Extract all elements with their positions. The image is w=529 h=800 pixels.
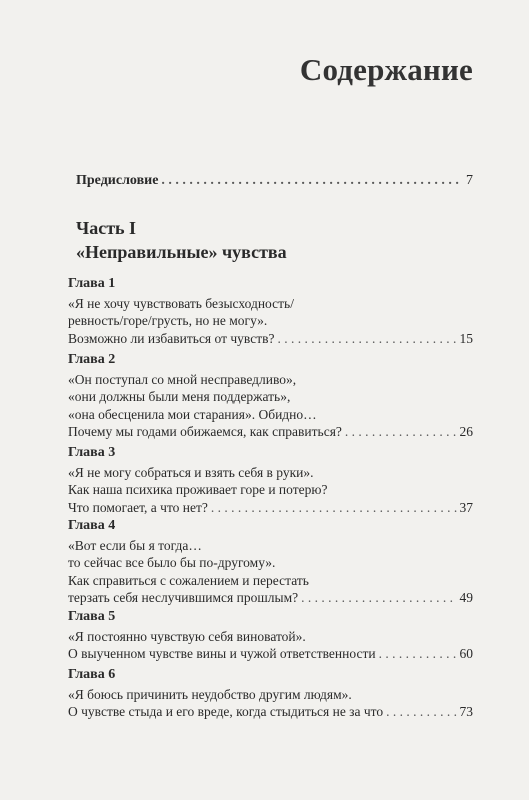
chapter-text-line: «Вот если бы я тогда… [68,537,202,553]
chapter-subtitle: Возможно ли избавиться от чувств? [68,330,275,346]
chapter-text-line: то сейчас все было бы по-другому». [68,555,276,570]
chapter-entry[interactable] [68,608,473,663]
leader-dots [379,645,457,663]
chapter-subtitle: Почему мы годами обижаемся, как справиться? [68,424,342,439]
chapter-text-line: «она обесценила мои старания». Обидно… [68,406,317,422]
chapter-page-number: 37 [459,499,473,515]
leader-dots [161,173,463,189]
leader-dots [301,589,456,607]
chapter-last-line [68,423,473,441]
chapter-text-line: «Я постоянно чувствую себя виноватой». [68,628,306,644]
chapter-last-line [68,499,473,517]
chapter-text-line: ревность/горе/грусть, но не могу». [68,313,268,328]
chapter-entry[interactable] [68,275,473,347]
chapter-heading: Глава 2 [68,352,116,367]
chapter-heading: Глава 6 [68,667,116,682]
leader-dots [277,330,456,348]
part-title: «Неправильные» чувства [76,242,287,262]
chapter-subtitle: терзать себя неслучившимся прошлым? [68,590,299,605]
leader-dots [345,423,457,441]
chapter-page-number: 49 [459,590,473,605]
chapter-entry[interactable] [68,444,473,516]
chapter-text-line: Как справиться с сожалением и перестать [68,572,309,588]
chapter-heading: Глава 1 [68,276,116,291]
chapter-text-line: Как наша психика проживает горе и потерю? [68,482,328,497]
chapter-subtitle: О чувстве стыда и его вреде, когда стыдиться не за что [68,704,384,719]
leader-dots [386,703,456,721]
chapter-subtitle: Что помогает, а что нет? [68,499,208,515]
chapter-page-number: 26 [459,424,473,439]
preface-page-number: 7 [466,173,473,188]
chapter-last-line [68,703,473,721]
chapter-text-line: «Я не могу собраться и взять себя в руки». [68,464,314,480]
leader-dots [211,499,457,517]
preface-label: Предисловие [76,173,159,188]
chapter-last-line [68,645,473,663]
chapter-entry[interactable] [68,351,473,441]
chapter-heading: Глава 3 [68,445,116,460]
page-title: Содержание [299,52,473,87]
preface-entry[interactable] [76,173,473,189]
chapter-entry[interactable] [68,666,473,721]
chapter-text-line: «Я боюсь причинить неудобство другим людям». [68,686,352,702]
chapter-page-number: 15 [459,330,473,346]
chapter-text-line: «Он поступал со мной несправедливо», [68,371,297,387]
chapter-text-line: «Я не хочу чувствовать безысходность/ [68,295,294,311]
chapter-subtitle: О выученном чувстве вины и чужой ответственности [68,646,376,661]
chapter-last-line [68,589,473,607]
chapter-page-number: 73 [459,704,473,719]
chapter-heading: Глава 4 [68,518,116,533]
chapter-heading: Глава 5 [68,609,116,624]
chapter-text-line: «они должны были меня поддержать», [68,389,291,404]
chapter-last-line [68,330,473,348]
chapter-entry[interactable] [68,517,473,607]
chapter-page-number: 60 [459,646,473,661]
part-number: Часть I [76,218,137,238]
